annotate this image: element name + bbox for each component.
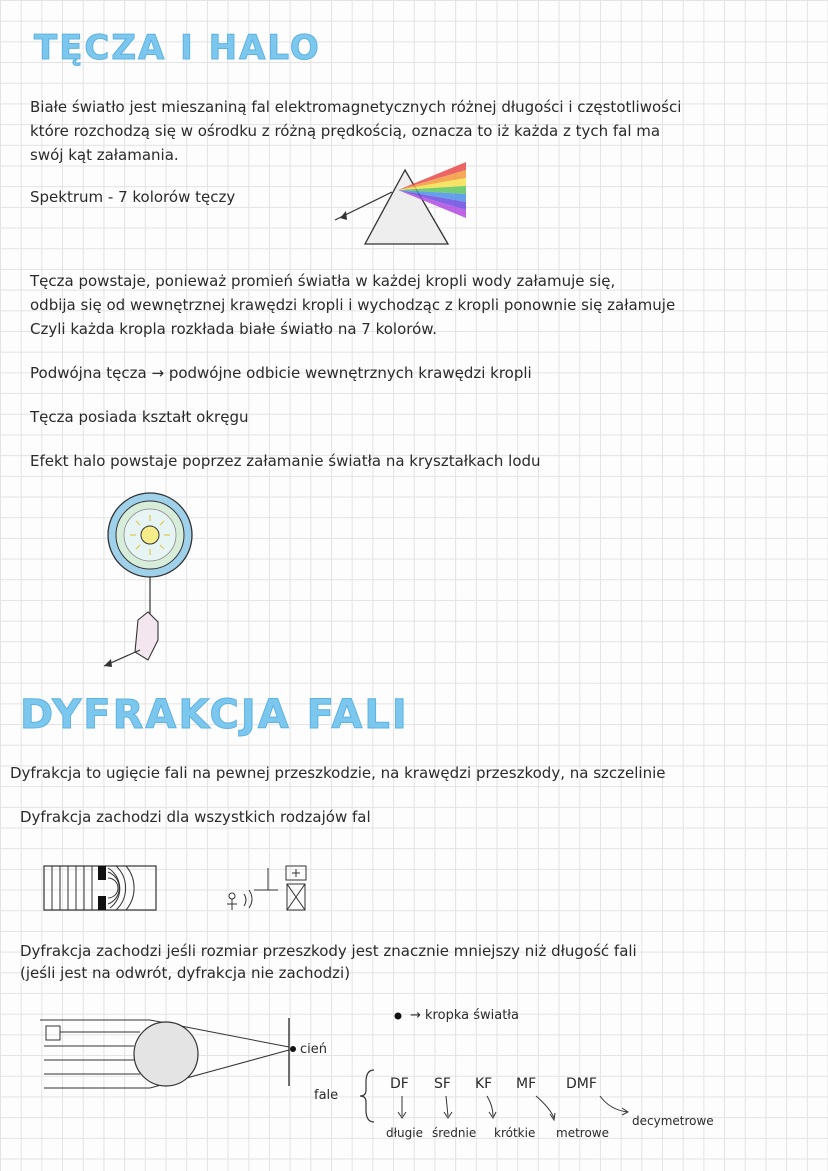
wave-name: decymetrowe: [632, 1114, 714, 1128]
section-title-tecza: TĘCZA I HALO: [34, 28, 321, 68]
wave-abbr: KF: [475, 1076, 493, 1092]
shadow-label: cień: [300, 1042, 327, 1057]
diffraction-condition: Dyfrakcja zachodzi jeśli rozmiar przeszkody jest znacznie mniejszy niż długość fali: [20, 942, 637, 960]
halo-icon: [104, 493, 192, 667]
diffraction-slit-icon: [44, 866, 156, 910]
paragraph-line: odbija się od wewnętrznej krawędzi kropli i wychodząc z kropli ponownie się załamuje: [30, 296, 676, 314]
obstacle-diagram: [40, 1013, 628, 1123]
paragraph-line: Tęcza powstaje, ponieważ promień światła w każdej kropli wody załamuje się,: [30, 272, 616, 290]
rainbow-shape-note: Tęcza posiada kształt okręgu: [30, 408, 249, 426]
diffraction-definition: Dyfrakcja to ugięcie fali na pewnej przeszkodzie, na krawędzi przeszkody, na szczelinie: [10, 764, 666, 782]
paragraph-line: Białe światło jest mieszaniną fal elektromagnetycznych różnej długości i częstotliwości: [30, 98, 682, 116]
waves-label: fale: [314, 1088, 339, 1103]
wave-abbr: DF: [390, 1076, 409, 1092]
light-dot-label: → kropka światła: [410, 1008, 519, 1023]
wave-name: metrowe: [556, 1126, 609, 1140]
wave-abbr: SF: [434, 1076, 451, 1092]
prism-icon: [335, 162, 466, 244]
wave-name: średnie: [432, 1126, 477, 1140]
wave-name: długie: [386, 1126, 423, 1140]
section-title-dyfrakcja: DYFRAKCJA FALI: [20, 692, 409, 738]
wave-abbr: MF: [516, 1076, 537, 1092]
wave-abbr: DMF: [566, 1076, 597, 1092]
wave-name: krótkie: [494, 1126, 536, 1140]
diffraction-condition: (jeśli jest na odwrót, dyfrakcja nie zachodzi): [20, 964, 351, 982]
halo-note: Efekt halo powstaje poprzez załamanie światła na kryształkach lodu: [30, 452, 541, 470]
spectrum-label: Spektrum - 7 kolorów tęczy: [30, 188, 236, 206]
paragraph-line: Czyli każda kropla rozkłada białe światło na 7 kolorów.: [30, 320, 437, 338]
paragraph-line: które rozchodzą się w ośrodku z różną prędkością, oznacza to iż każda z tych fal ma: [30, 122, 661, 140]
diffraction-all-waves: Dyfrakcja zachodzi dla wszystkich rodzajów fal: [20, 808, 371, 826]
paragraph-line: swój kąt załamania.: [30, 146, 179, 164]
double-rainbow-note: Podwójna tęcza → podwójne odbicie wewnętrznych krawędzi kropli: [30, 364, 532, 382]
diffraction-sound-icon: [227, 866, 306, 910]
